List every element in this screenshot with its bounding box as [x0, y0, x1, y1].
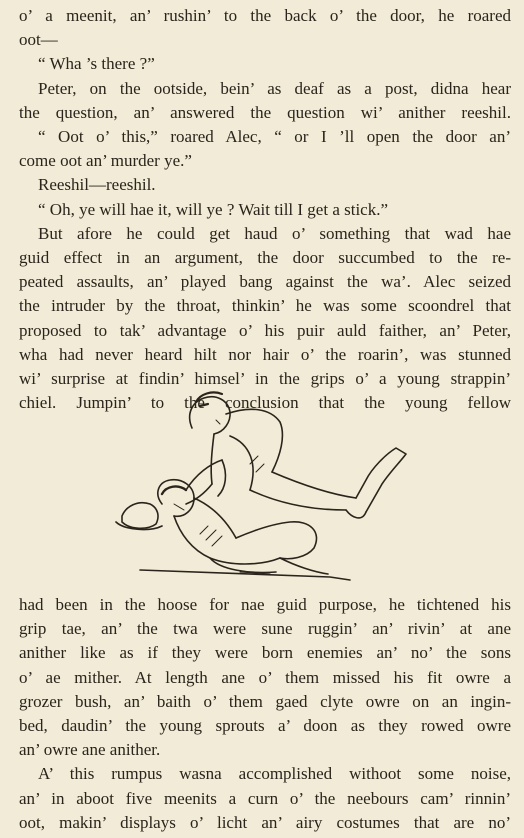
text-line: chiel. Jumpin’ to the conclusion that the young fellow — [19, 393, 511, 413]
text-line: proposed to tak’ advantage o’ his puir auld faither, an’ Peter, — [19, 320, 511, 340]
text-line: “ Oh, ye will hae it, will ye ? Wait till I get a stick.” — [38, 199, 389, 219]
text-line: But afore he could get haud o’ something that wad hae — [38, 223, 511, 243]
text-line: wha had never heard hilt nor hair o’ the roarin’, was stunned — [19, 344, 511, 364]
text-line: A’ this rumpus wasna accomplished withoot some noise, — [38, 764, 511, 784]
text-line: Peter, on the ootside, bein’ as deaf as a post, didna hear — [38, 78, 511, 98]
text-line: o’ a meenit, an’ rushin’ to the back o’ the door, he roared — [19, 6, 511, 25]
text-line: an’ in aboot five meenits a curn o’ the neebours cam’ rinnin’ — [19, 788, 511, 808]
text-line: grozer bush, an’ baith o’ them gaed clyte owre on an ingin- — [19, 691, 511, 711]
text-line: the question, an’ answered the question wi’ anither reeshil. — [19, 102, 511, 122]
text-line: peated assaults, an’ played bang against the wa’. Alec seized — [19, 272, 511, 292]
text-line: “ Oot o’ this,” roared Alec, “ or I ’ll open the door an’ — [38, 127, 511, 147]
text-line: come oot an’ murder ye.” — [19, 151, 192, 171]
text-line: o’ ae mither. At length ane o’ them missed his fit owre a — [19, 667, 511, 687]
text-line: an’ owre ane anither. — [19, 740, 161, 760]
text-line: wi’ surprise at findin’ himsel’ in the grips o’ a young strappin’ — [19, 369, 511, 389]
text-line: Reeshil—reeshil. — [38, 175, 156, 195]
text-line: anither like as if they were born enemies an’ no’ the sons — [19, 643, 511, 663]
text-line: bed, daudin’ the young sprouts a’ doon as they rowed owre — [19, 716, 511, 736]
text-block-bottom — [19, 593, 511, 835]
text-line: the intruder by the throat, thinkin’ he was some scoondrel that — [19, 296, 511, 316]
text-line: had been in the hoose for nae guid purpose, he tichtened his — [19, 595, 511, 614]
text-line: grip tae, an’ the twa were sune ruggin’ an’ rivin’ at ane — [19, 619, 511, 639]
wrestling-figures-illustration — [100, 344, 430, 590]
text-line: guid effect in an argument, the door succumbed to the re- — [19, 248, 511, 268]
text-line: “ Wha ’s there ?” — [38, 54, 155, 74]
text-line: oot— — [19, 30, 58, 50]
text-line: oot, makin’ displays o’ licht an’ airy costumes that are no’ — [19, 812, 511, 832]
